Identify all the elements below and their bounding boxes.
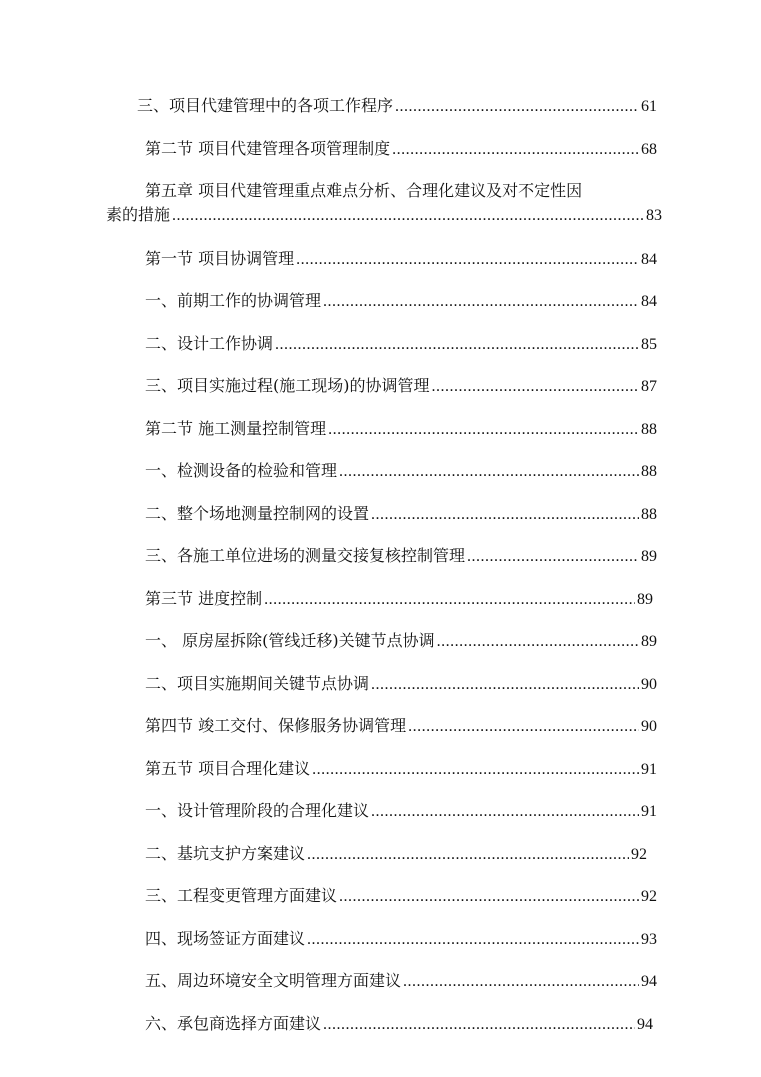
toc-entry [137,96,657,117]
toc-page-number: 92 [641,888,657,905]
dot-leader [172,206,644,226]
toc-entry-label: 五、周边环境安全文明管理方面建议 [145,971,402,990]
toc-entry [145,419,657,440]
toc-entry-label: 第二节 施工测量控制管理 [145,419,327,438]
toc-entry-label: 三、项目实施过程(施工现场)的协调管理 [145,376,430,395]
toc-page-number: 85 [641,336,657,353]
dot-leader [408,717,639,737]
dot-leader [392,140,639,160]
toc-page-number: 90 [641,718,657,735]
dot-leader [339,462,639,482]
toc-entry-label: 六、承包商选择方面建议 [145,1014,322,1033]
toc-entry [145,461,657,482]
dot-leader [467,547,639,567]
toc-page-number: 92 [631,846,647,863]
toc-entry [145,589,653,610]
toc-entry-label: 第五章 项目代建管理重点难点分析、合理化建议及对不定性因 [145,181,583,200]
dot-leader [339,887,639,907]
toc-entry-label: 一、前期工作的协调管理 [145,291,322,310]
toc-entry [145,249,657,270]
dot-leader [296,250,639,270]
toc-entry [145,844,647,865]
toc-entry-continuation [106,205,662,226]
dot-leader [395,97,639,117]
toc-entry [145,291,657,312]
toc-entry-label: 一、设计管理阶段的合理化建议 [145,801,370,820]
toc-entry-label: 一、 原房屋拆除(管线迁移)关键节点协调 [145,631,435,650]
toc-page-number: 94 [637,1016,653,1033]
toc-page-number: 89 [641,548,657,565]
toc-entry [145,801,657,822]
toc-entry-label: 二、基坑支护方案建议 [145,844,306,863]
toc-page-number: 87 [641,378,657,395]
dot-leader [275,335,639,355]
toc-entry [145,971,657,992]
toc-entry-label: 一、检测设备的检验和管理 [145,461,338,480]
toc-entry [145,139,657,160]
toc-page-number: 89 [641,633,657,650]
toc-entry [145,1014,653,1035]
toc-entry [145,886,657,907]
toc-page-number: 88 [641,506,657,523]
toc-entry [145,504,657,525]
toc-entry-label: 三、各施工单位进场的测量交接复核控制管理 [145,546,466,565]
toc-page-number: 84 [641,251,657,268]
dot-leader [432,377,640,397]
toc-entry-label: 二、设计工作协调 [145,334,274,353]
toc-page-number: 93 [641,931,657,948]
toc-entry-label: 三、项目代建管理中的各项工作程序 [137,96,394,115]
toc-entry-label: 四、现场签证方面建议 [145,929,306,948]
toc-page-number: 61 [641,98,657,115]
toc-page-number: 94 [641,973,657,990]
toc-entry-label: 三、工程变更管理方面建议 [145,886,338,905]
toc-entry [145,334,657,355]
toc-page-number: 91 [641,761,657,778]
toc-page-number: 91 [641,803,657,820]
toc-page-number: 88 [641,421,657,438]
dot-leader [371,505,639,525]
toc-page-number: 83 [646,207,662,224]
dot-leader [328,420,639,440]
dot-leader [307,930,639,950]
dot-leader [323,1015,635,1035]
dot-leader [371,802,639,822]
toc-entry [145,674,657,695]
dot-leader [264,590,635,610]
toc-entry [145,929,657,950]
toc-entry [145,716,657,737]
dot-leader [371,675,639,695]
toc-entry [145,546,657,567]
toc-page-number: 84 [641,293,657,310]
toc-entry [145,759,657,780]
toc-page-number: 89 [637,591,653,608]
toc-entry-label: 第二节 项目代建管理各项管理制度 [145,139,391,158]
dot-leader [312,760,639,780]
toc-page-number: 90 [641,676,657,693]
toc-entry [145,376,657,397]
toc-entry-label: 二、项目实施期间关键节点协调 [145,674,370,693]
dot-leader [323,292,639,312]
toc-entry-label: 二、整个场地测量控制网的设置 [145,504,370,523]
toc-entry-label-continued: 素的措施 [106,205,171,224]
toc-entry-wrapped-line [145,181,660,201]
toc-entry-label: 第一节 项目协调管理 [145,249,295,268]
toc-entry-label: 第五节 项目合理化建议 [145,759,311,778]
toc-entry-label: 第四节 竣工交付、保修服务协调管理 [145,716,407,735]
toc-entry-label: 第三节 进度控制 [145,589,263,608]
dot-leader [437,632,639,652]
dot-leader [403,972,639,992]
toc-page-number: 68 [641,141,657,158]
dot-leader [307,845,629,865]
toc-entry [145,631,657,652]
toc-page-number: 88 [641,463,657,480]
